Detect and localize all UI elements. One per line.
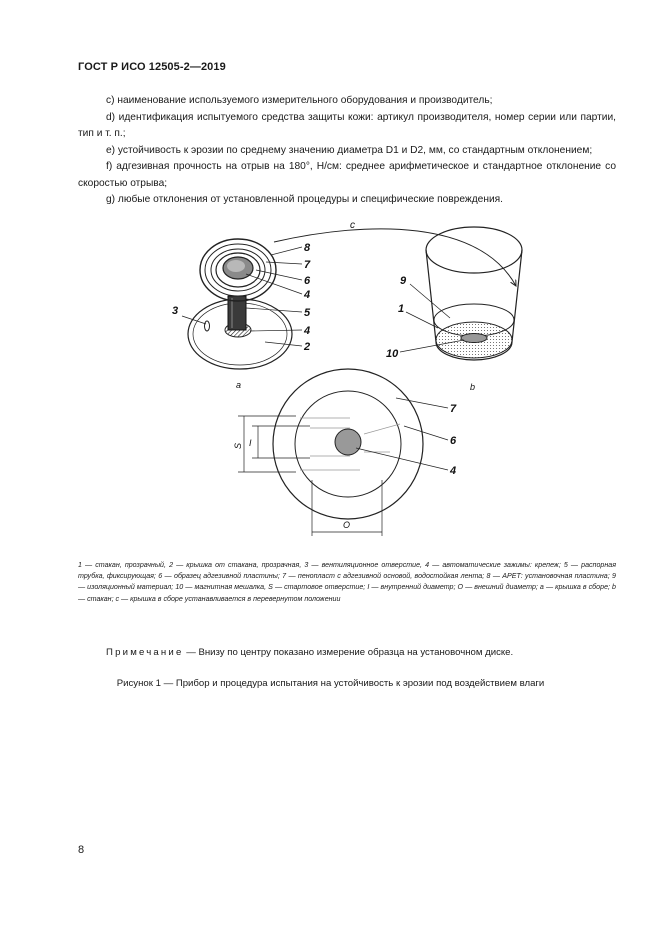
report-items bbox=[78, 93, 616, 209]
label-5: 5 bbox=[304, 307, 311, 319]
sample-disc bbox=[335, 429, 361, 455]
bottom-label-6: 6 bbox=[450, 435, 457, 447]
label-3: 3 bbox=[172, 305, 179, 317]
label-4-bottom: 4 bbox=[304, 325, 311, 337]
magnetic-stirrer bbox=[461, 334, 487, 343]
label-c: c bbox=[350, 220, 355, 231]
item-g: g) любые отклонения от установленной процедуры и специфические повреждения. bbox=[106, 194, 503, 205]
item-f: f) адгезивная прочность на отрыв на 180°, Н/см: среднее арифметическое и стандартное отклонение со скоростью отрыва; bbox=[78, 161, 616, 189]
label-a: a bbox=[236, 380, 242, 390]
label-4-top: 4 bbox=[304, 289, 311, 301]
bottom-label-4: 4 bbox=[450, 465, 457, 477]
figure-note bbox=[106, 647, 513, 658]
apparatus-figure bbox=[150, 212, 550, 542]
page-number: 8 bbox=[78, 844, 85, 856]
inversion-arrow bbox=[274, 229, 516, 286]
item-e: е) устойчивость к эрозии по среднему значению диаметра D1 и D2, мм, со стандартным отклонением; bbox=[106, 144, 593, 156]
note-text: — Внизу по центру показано измерение образца на установочном диске. bbox=[183, 647, 514, 658]
dimension-i: I bbox=[249, 438, 252, 448]
note-label: Примечание bbox=[106, 647, 184, 658]
label-8: 8 bbox=[304, 242, 311, 254]
dimension-o: O bbox=[343, 520, 351, 530]
label-9: 9 bbox=[400, 275, 407, 287]
item-d: d) идентификация испытуемого средства защиты кожи: артикул производителя, номер серии или партии, тип и т. п.; bbox=[78, 111, 616, 139]
label-6: 6 bbox=[304, 275, 311, 287]
lid-assembly bbox=[188, 239, 292, 369]
measurement-view bbox=[273, 369, 423, 519]
figure-caption: Рисунок 1 — Прибор и процедура испытания на устойчивость к эрозии под воздействием влаги bbox=[116, 678, 545, 689]
label-7: 7 bbox=[304, 259, 311, 271]
item-c: с) наименование используемого измерительного оборудования и производитель; bbox=[106, 95, 493, 106]
figure-legend: 1 — стакан, прозрачный, 2 — крышка от стакана, прозрачная, 3 — вентиляционное отверстие, 4 — автоматические зажимы: крепеж; 5 — распорная трубка, фиксирующая; 6 — образец адгезивной пластины; 7 — пенопласт с адгезивной основой, водостойкая лента; 8 — АРЕТ: установочная пластина; 9 — изоляционный материал; 10 — магнитная мешалка, S — стартовое отверстие; I — внутренний диаметр; О — внешний диаметр; а — крышка в сборе; b — стакан; с — крышка в сборе устанавливается в перевернутом положении bbox=[78, 561, 616, 603]
label-10: 10 bbox=[386, 348, 399, 360]
dimension-s: S bbox=[233, 442, 243, 449]
label-2: 2 bbox=[304, 341, 311, 353]
document-header: ГОСТ Р ИСО 12505-2—2019 bbox=[78, 61, 226, 73]
bottom-label-7: 7 bbox=[450, 403, 457, 415]
label-b: b bbox=[470, 382, 476, 392]
vent-hole bbox=[205, 321, 210, 331]
label-1: 1 bbox=[398, 303, 405, 315]
